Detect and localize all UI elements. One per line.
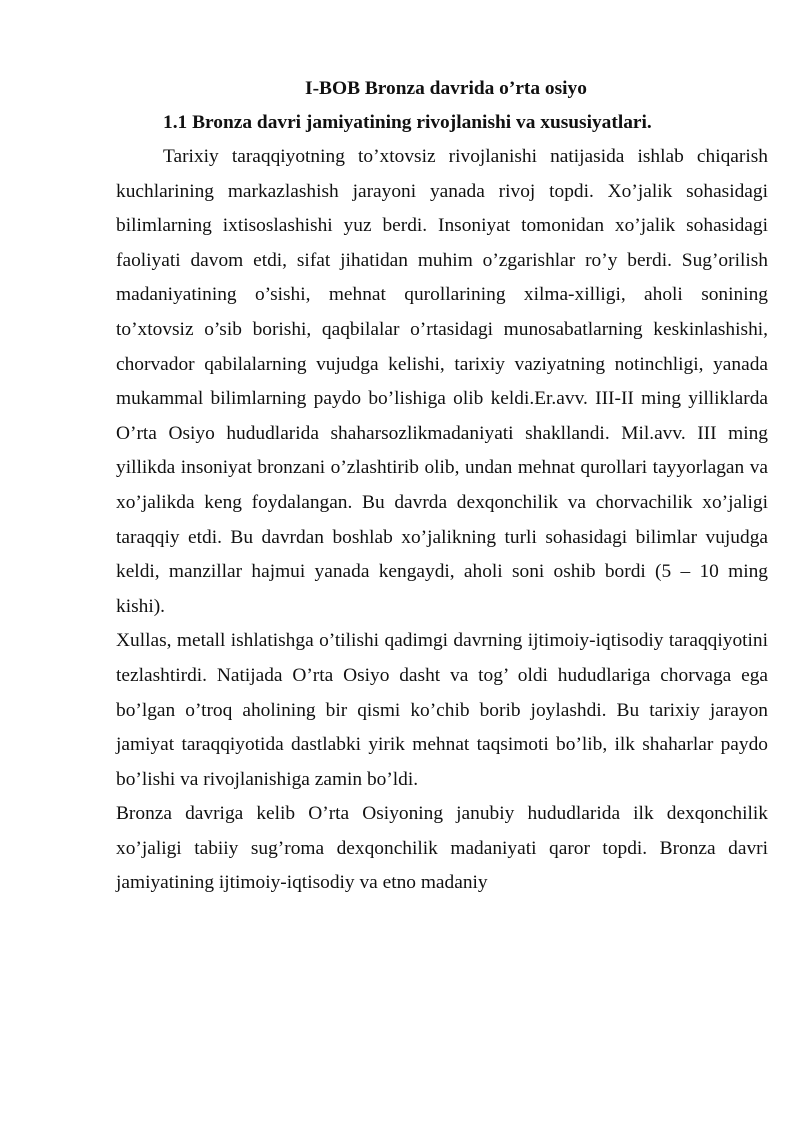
document-body — [116, 72, 768, 901]
chapter-title: I-BOB Bronza davrida o’rta osiyo — [305, 78, 587, 99]
paragraph-2: Xullas, metall ishlatishga o’tilishi qadimgi davrning ijtimoiy-iqtisodiy taraqqiyotini tezlashtirdi. Natijada O’rta Osiyo dasht va tog’ oldi hududlariga chorvaga ega bo’lgan o’troq aholining bir qismi ko’chib borib joylashdi. Bu tarixiy jarayon jamiyat taraqqiyotida dastlabki yirik mehnat taqsimoti bo’lib, ilk shaharlar paydo bo’lishi va rivojlanishiga zamin bo’ldi. — [116, 630, 768, 790]
section-title: 1.1 Bronza davri jamiyatining rivojlanishi va xususiyatlari. — [163, 112, 652, 133]
paragraph-3: Bronza davriga kelib O’rta Osiyoning janubiy hududlarida ilk dexqonchilik xo’jaligi tabiiy sug’roma dexqonchilik madaniyati qaror topdi. Bronza davri jamiyatining ijtimoiy-iqtisodiy va etno madaniy — [116, 803, 768, 894]
paragraph-1: Tarixiy taraqqiyotning to’xtovsiz rivojlanishi natijasida ishlab chiqarish kuchlarining markazlashish jarayoni yanada rivoj topdi. Xo’jalik sohasidagi bilimlarning ixtisoslashishi yuz berdi. Insoniyat tomonidan xo’jalik sohasidagi faoliyati davom etdi, sifat jihatidan muhim o’zgarishlar ro’y berdi. Sug’orilish madaniyatining o’sishi, mehnat qurollarining xilma-xilligi, aholi sonining to’xtovsiz o’sib borishi, qaqbilalar o’rtasidagi munosabatlarning keskinlashishi, chorvador qabilalarning vujudga kelishi, tarixiy vaziyatning notinchligi, yanada mukammal bilimlarning paydo bo’lishiga olib keldi.Er.avv. III-II ming yilliklarda O’rta Osiyo hududlarida shaharsozlikmadaniyati shakllandi. Mil.avv. III ming yillikda insoniyat bronzani o’zlashtirib olib, undan mehnat qurollari tayyorlagan va xo’jalikda keng foydalangan. Bu davrda dexqonchilik va chorvachilik xo’jaligi taraqqiy etdi. Bu davrdan boshlab xo’jalikning turli sohasidagi bilimlar vujudga keldi, manzillar hajmui yanada kengaydi, aholi soni oshib bordi (5 – 10 ming kishi). — [116, 146, 768, 617]
